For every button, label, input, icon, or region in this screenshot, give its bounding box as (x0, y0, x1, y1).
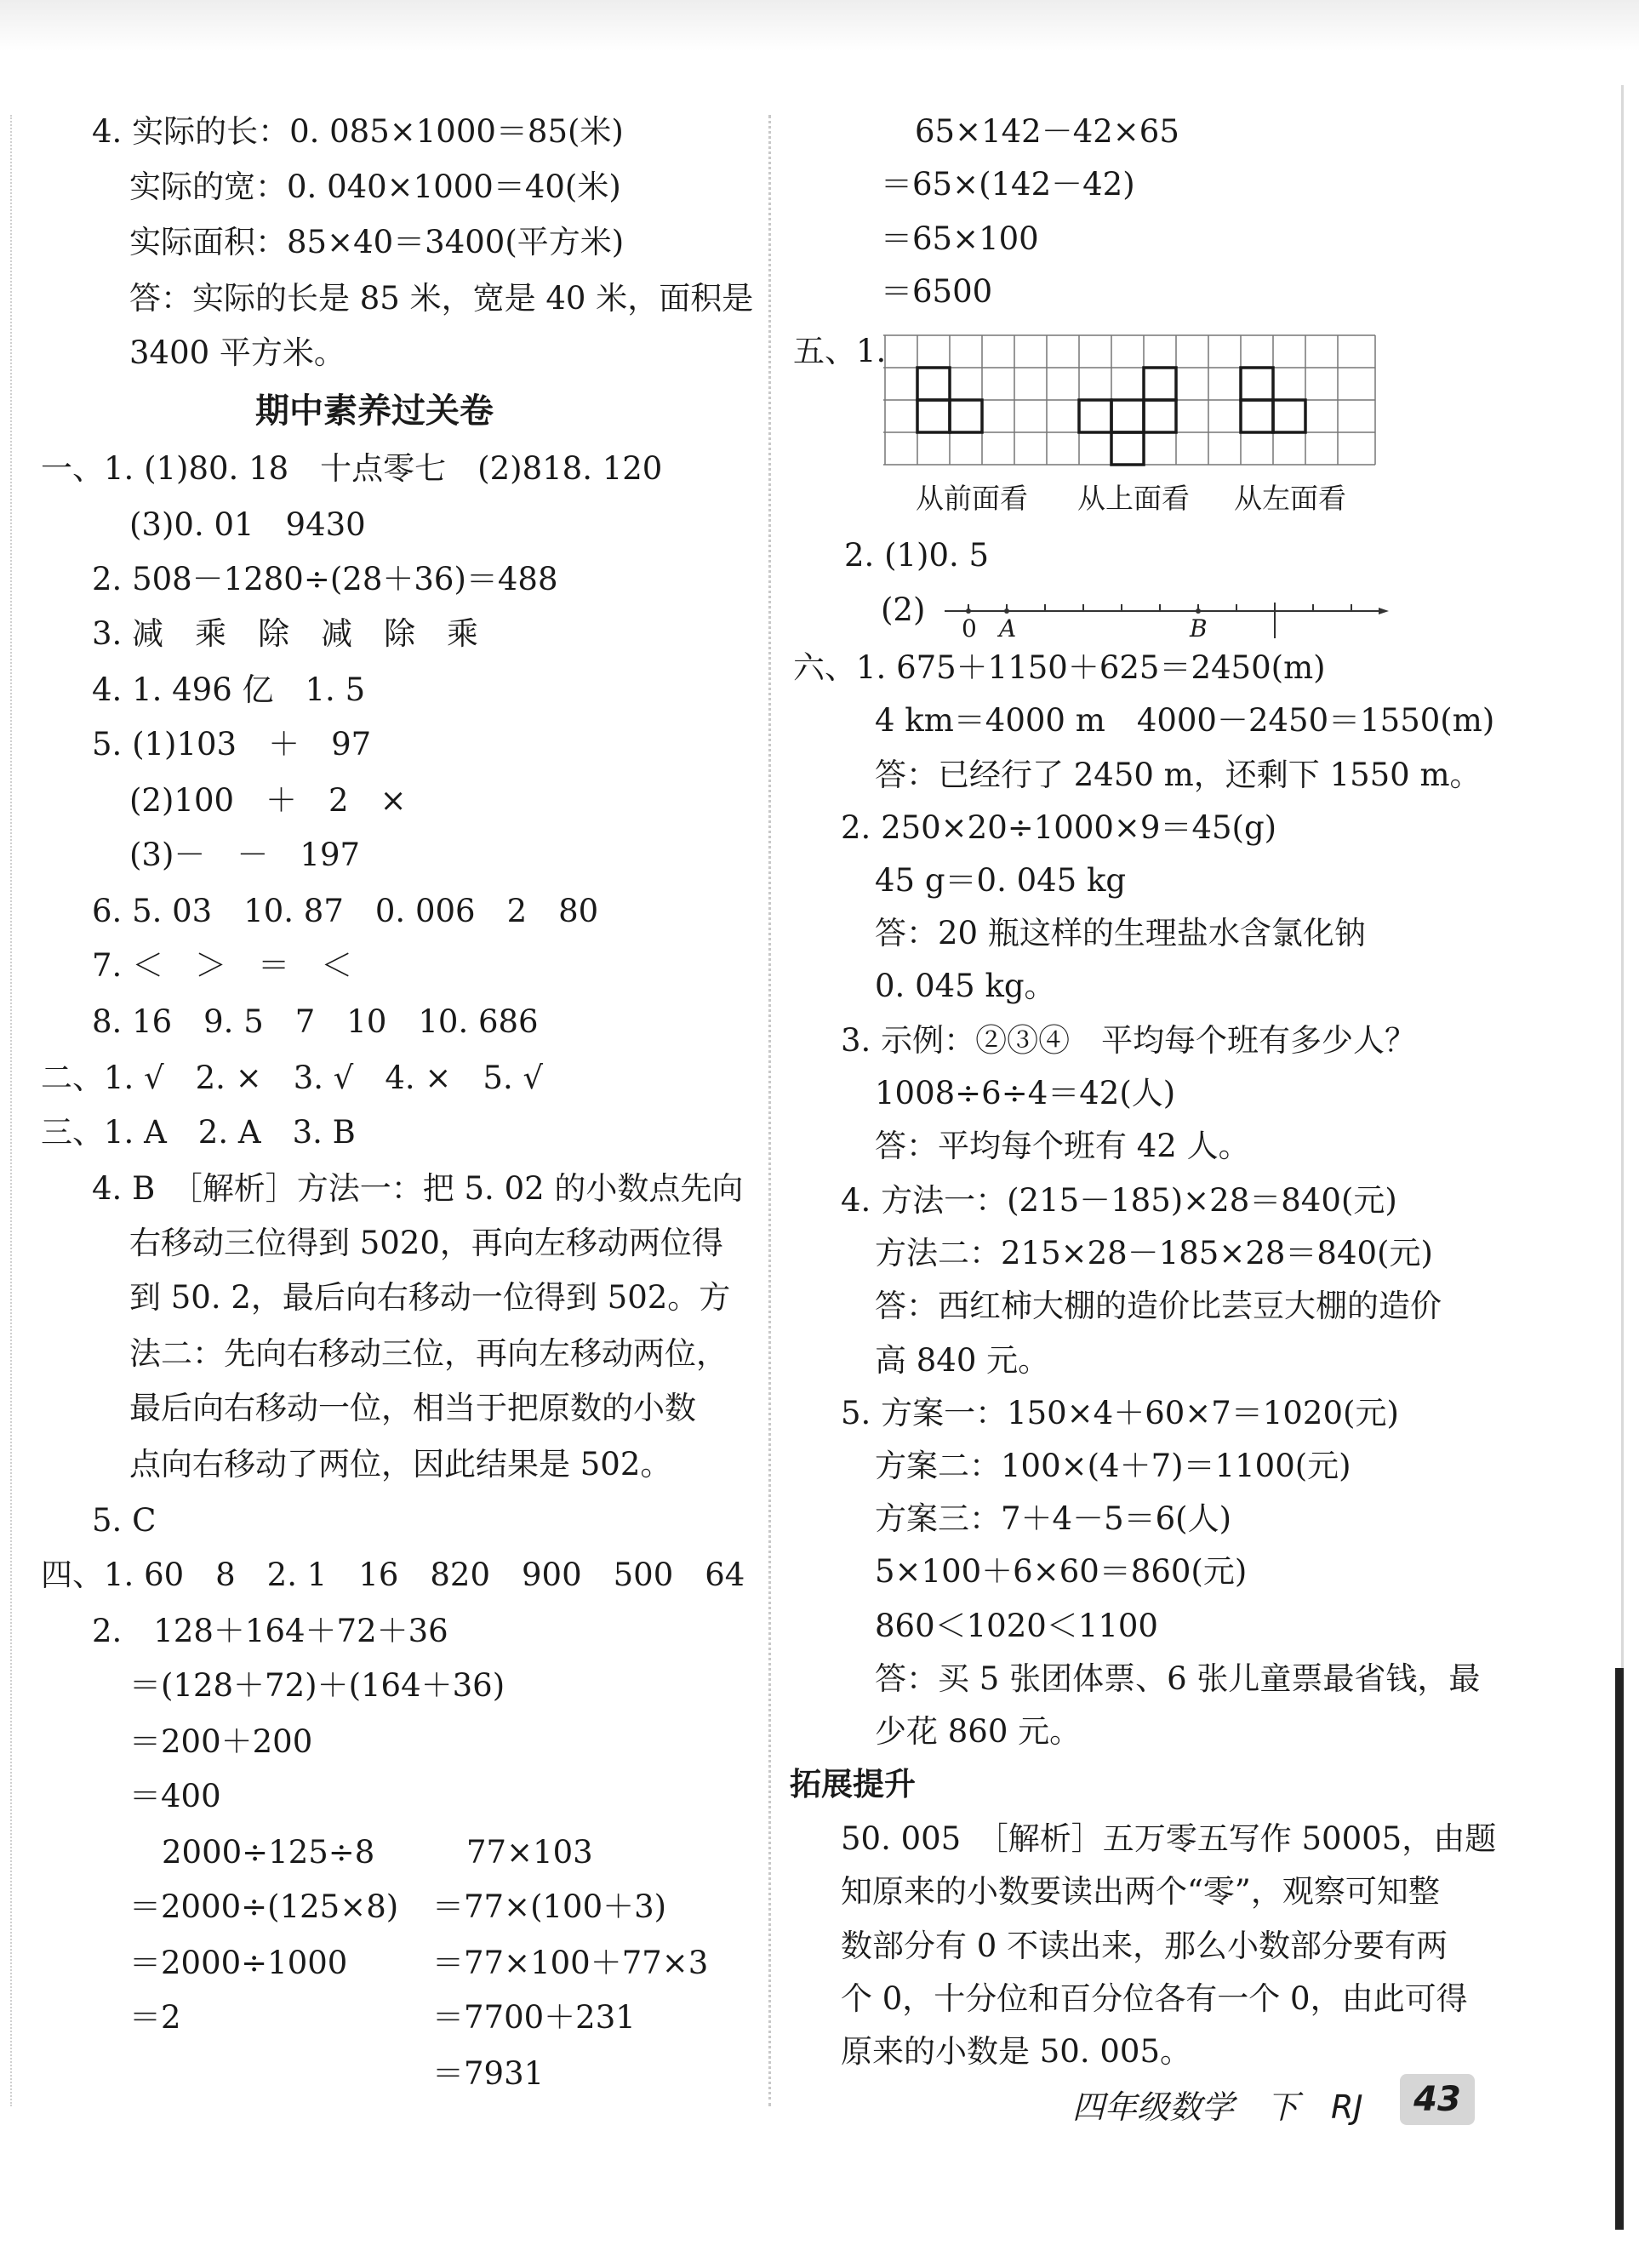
answer-line: 点向右移动了两位，因此结果是 502。 (129, 1446, 672, 1482)
answer-line: 答：平均每个班有 42 人。 (875, 1128, 1250, 1164)
answer-line: ＝77×(100＋3) (432, 1888, 667, 1925)
answer-line: 4. 方法一：(215－185)×28＝840(元) (841, 1182, 1397, 1219)
number-line-ticks (968, 604, 1351, 611)
front-view-cell (917, 368, 950, 400)
answer-line: 4. 1. 496 亿 1. 5 (92, 671, 366, 708)
number-line (936, 587, 1396, 647)
answer-line: 5×100＋6×60＝860(元) (875, 1553, 1248, 1590)
answer-line: 2000÷125÷8 (162, 1834, 375, 1871)
answer-line: 实际的宽：0. 040×1000＝40(米) (129, 169, 621, 205)
answer-line: 4 km＝4000 m 4000－2450＝1550(m) (875, 702, 1495, 739)
answer-line: 2. (1)0. 5 (844, 537, 990, 574)
answer-line: 方案二：100×(4＋7)＝1100(元) (875, 1448, 1351, 1484)
answer-line: 3400 平方米。 (129, 334, 346, 371)
answer-line: 45 g＝0. 045 kg (875, 862, 1127, 899)
answer-line: 4. B ［解析］方法一：把 5. 02 的小数点先向 (92, 1170, 744, 1207)
answer-line: 六、1. 675＋1150＋625＝2450(m) (793, 649, 1326, 686)
answer-line: 四、1. 60 8 2. 1 16 820 900 500 64 (41, 1557, 745, 1593)
answer-line: 一、1. (1)80. 18 十点零七 (2)818. 120 (41, 450, 663, 487)
answer-line: 右移动三位得到 5020，再向左移动两位得 (129, 1225, 723, 1261)
page-edge-line (1621, 85, 1624, 1668)
answer-line: ＝7931 (432, 2055, 545, 2092)
top-view-cell (1079, 400, 1111, 432)
answer-line: 1008÷6÷4＝42(人) (875, 1075, 1176, 1111)
answer-line: ＝65×(142－42) (881, 166, 1135, 203)
answer-line: 方案三：7＋4－5＝6(人) (875, 1500, 1232, 1537)
top-view-cell (1111, 432, 1144, 465)
answer-line: (3)0. 01 9430 (129, 506, 366, 543)
answer-line: (2) (881, 591, 926, 628)
three-view-grid-diagram (883, 334, 1381, 525)
answer-line: ＝(128＋72)＋(164＋36) (129, 1667, 505, 1704)
number-line-arrow (1379, 608, 1389, 614)
answer-line: 2. 250×20÷1000×9＝45(g) (841, 809, 1277, 846)
label-a: A (999, 614, 1017, 643)
top-view-cell (1144, 400, 1176, 432)
page-edge-bar (1615, 1668, 1624, 2230)
page-top-shadow (0, 0, 1639, 51)
answer-line: 方法二：215×28－185×28＝840(元) (875, 1235, 1433, 1271)
section-title: 期中素养过关卷 (255, 391, 494, 431)
label-b: B (1190, 614, 1208, 643)
column-divider (768, 115, 771, 2106)
answer-line: 高 840 元。 (875, 1342, 1050, 1379)
answer-line: (3)－ － 197 (129, 837, 361, 873)
answer-line: 二、1. √ 2. × 3. √ 4. × 5. √ (41, 1060, 544, 1096)
answer-line: 实际面积：85×40＝3400(平方米) (129, 224, 625, 260)
answer-line: 答：实际的长是 85 米，宽是 40 米，面积是 (129, 280, 754, 317)
answer-line: 5. (1)103 ＋ 97 (92, 726, 372, 763)
label-zero: 0 (962, 614, 977, 643)
point-a (1004, 608, 1009, 614)
point-b (1196, 608, 1201, 614)
top-view-cell (1111, 400, 1144, 432)
answer-line: 答：西红柿大棚的造价比芸豆大棚的造价 (875, 1288, 1442, 1324)
answer-line: ＝400 (129, 1778, 221, 1814)
left-margin-rule (10, 115, 12, 2106)
section-heading-extension: 拓展提升 (790, 1766, 916, 1802)
answer-line: ＝200＋200 (129, 1723, 313, 1760)
view-label-left: 从左面看 (1234, 482, 1346, 515)
front-view-cell (917, 400, 950, 432)
answer-line: 8. 16 9. 5 7 10 10. 686 (92, 1003, 539, 1040)
answer-line: 五、1. (793, 333, 887, 369)
answer-line: 0. 045 kg。 (875, 968, 1056, 1004)
answer-line: 3. 减 乘 除 减 除 乘 (92, 615, 479, 652)
point-zero (966, 608, 971, 614)
answer-line: 原来的小数是 50. 005。 (841, 2033, 1191, 2070)
answer-line: ＝65×100 (881, 220, 1039, 257)
answer-line: 6. 5. 03 10. 87 0. 006 2 80 (92, 893, 599, 929)
page-number: 43 (1400, 2074, 1475, 2125)
answer-line: 到 50. 2，最后向右移动一位得到 502。方 (129, 1279, 731, 1316)
answer-line: ＝2 (129, 1999, 181, 2036)
answer-line: 7. ＜ ＞ ＝ ＜ (92, 947, 353, 984)
left-view-cell (1273, 400, 1305, 432)
answer-line: 法二：先向右移动三位，再向左移动两位， (129, 1335, 728, 1372)
answer-line: (2)100 ＋ 2 × (129, 782, 407, 819)
answer-line: ＝2000÷(125×8) (129, 1888, 399, 1925)
answer-line: ＝7700＋231 (432, 1999, 636, 2036)
answer-line: 3. 示例：②③④ 平均每个班有多少人？ (841, 1022, 1417, 1059)
answer-line: 5. C (92, 1502, 157, 1539)
view-label-front: 从前面看 (916, 482, 1028, 515)
answer-line: 2. 128＋164＋72＋36 (92, 1613, 448, 1649)
answer-line: 三、1. A 2. A 3. B (41, 1114, 356, 1151)
answer-line: 最后向右移动一位，相当于把原数的小数 (129, 1390, 696, 1426)
answer-line: 答：已经行了 2450 m，还剩下 1550 m。 (875, 757, 1482, 793)
left-view-cell (1241, 400, 1273, 432)
answer-line: ＝6500 (881, 273, 993, 310)
answer-line: 知原来的小数要读出两个“零”，观察可知整 (841, 1873, 1440, 1910)
top-view-cell (1144, 368, 1176, 400)
answer-line: ＝2000÷1000 (129, 1945, 348, 1981)
footer-label: 四年级数学 下 RJ (1072, 2088, 1363, 2126)
answer-line: 4. 实际的长：0. 085×1000＝85(米) (92, 113, 624, 150)
answer-line: 5. 方案一：150×4＋60×7＝1020(元) (841, 1395, 1399, 1431)
answer-line: 50. 005 ［解析］五万零五写作 50005，由题 (841, 1820, 1497, 1857)
answer-line: ＝77×100＋77×3 (432, 1945, 709, 1981)
front-view-cell (950, 400, 982, 432)
view-label-top: 从上面看 (1077, 482, 1190, 515)
answer-line: 答：买 5 张团体票、6 张儿童票最省钱，最 (875, 1660, 1481, 1697)
left-view-cell (1241, 368, 1273, 400)
answer-line: 65×142－42×65 (915, 113, 1179, 150)
answer-line: 数部分有 0 不读出来，那么小数部分要有两 (841, 1928, 1448, 1964)
answer-line: 860＜1020＜1100 (875, 1608, 1158, 1644)
answer-line: 少花 860 元。 (875, 1713, 1082, 1750)
answer-line: 2. 508－1280÷(28＋36)＝488 (92, 561, 558, 597)
answer-line: 答：20 瓶这样的生理盐水含氯化钠 (875, 915, 1366, 951)
answer-line: 个 0，十分位和百分位各有一个 0，由此可得 (841, 1980, 1468, 2017)
answer-line: 77×103 (466, 1834, 593, 1871)
